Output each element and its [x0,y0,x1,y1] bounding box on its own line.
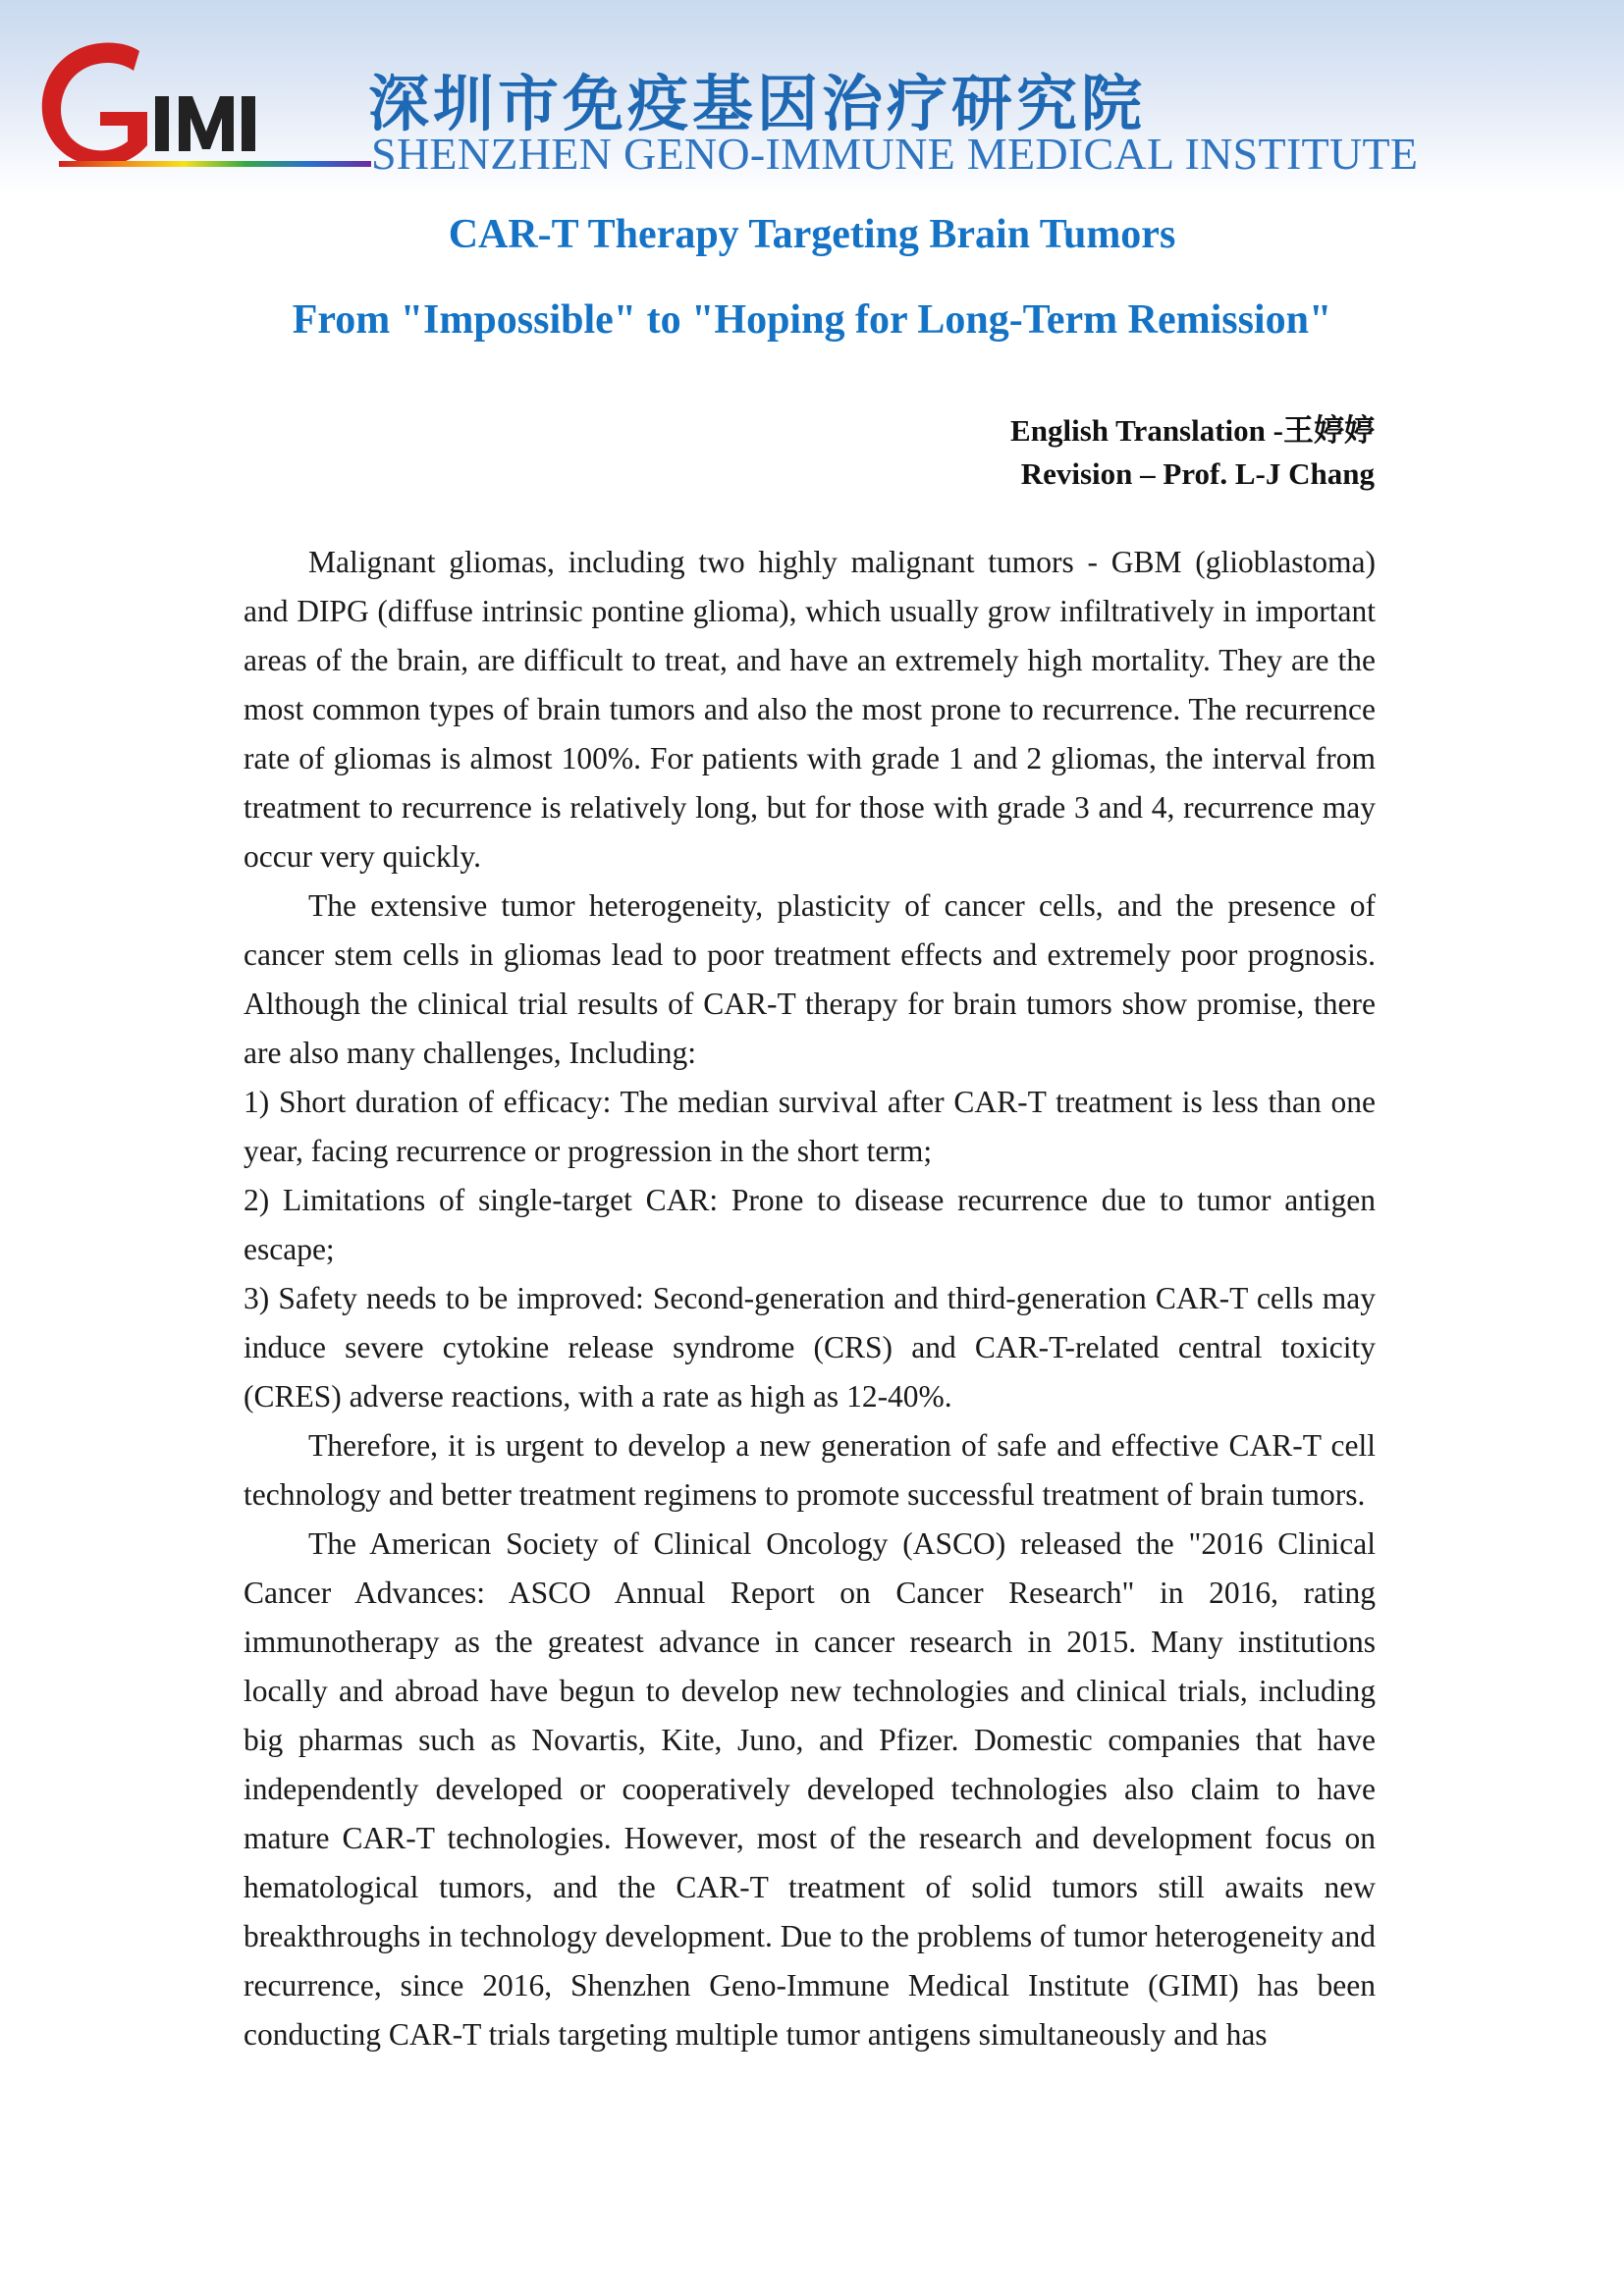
header-banner [0,0,1624,196]
document-subtitle: From "Impossible" to "Hoping for Long-Term Remission" [292,297,1332,343]
paragraph: Malignant gliomas, including two highly malignant tumors - GBM (glioblastoma) and DIPG (diffuse intrinsic pontine glioma), which usually grow infiltratively in important areas of the brain, are difficult to treat, and have an extremely high mortality. They are the most common types of brain tumors and also the most prone to recurrence. The recurrence rate of gliomas is almost 100%. For patients with grade 1 and 2 gliomas, the interval from treatment to recurrence is relatively long, but for those with grade 3 and 4, recurrence may occur very quickly. [244,545,1376,874]
institute-name-chinese: 深圳市免疫基因治疗研究院 [368,68,1147,139]
paragraph: The extensive tumor heterogeneity, plasticity of cancer cells, and the presence of cancer stem cells in gliomas lead to poor treatment effects and extremely poor prognosis. Although the clinical trial results of CAR-T therapy for brain tumors show promise, there are also many challenges, Including: [244,888,1376,1070]
gimi-logo [29,29,373,187]
translation-credit: English Translation -王婷婷 [1010,413,1375,448]
document-title: CAR-T Therapy Targeting Brain Tumors [448,212,1176,257]
credits-block [1010,409,1375,496]
list-item: 3) Safety needs to be improved: Second-generation and third-generation CAR-T cells may induce severe cytokine release syndrome (CRS) and CAR-T-related central toxicity (CRES) adverse reactions, with a rate as high as 12-40%. [244,1281,1376,1414]
paragraph: Therefore, it is urgent to develop a new generation of safe and effective CAR-T cell technology and better treatment regimens to promote successful treatment of brain tumors. [244,1428,1376,1512]
institute-name-english: SHENZHEN GENO-IMMUNE MEDICAL INSTITUTE [371,129,1419,179]
list-item: 1) Short duration of efficacy: The median survival after CAR-T treatment is less than one year, facing recurrence or progression in the short term; [244,1085,1376,1168]
article-body [244,538,1376,2059]
paragraph: The American Society of Clinical Oncology (ASCO) released the "2016 Clinical Cancer Advances: ASCO Annual Report on Cancer Research" in 2016, rating immunotherapy as the greatest advance in cancer research in 2015. Many institutions locally and abroad have begun to develop new technologies and clinical trials, including big pharmas such as Novartis, Kite, Juno, and Pfizer. Domestic companies that have independently developed or cooperatively developed technologies also claim to have mature CAR-T technologies. However, most of the research and development focus on hematological tumors, and the CAR-T treatment of solid tumors still awaits new breakthroughs in technology development. Due to the problems of tumor heterogeneity and recurrence, since 2016, Shenzhen Geno-Immune Medical Institute (GIMI) has been conducting CAR-T trials targeting multiple tumor antigens simultaneously and has [244,1526,1376,2052]
gimi-logo-icon [29,29,373,187]
list-item: 2) Limitations of single-target CAR: Prone to disease recurrence due to tumor antigen escape; [244,1183,1376,1266]
revision-credit: Revision – Prof. L-J Chang [1020,456,1375,491]
